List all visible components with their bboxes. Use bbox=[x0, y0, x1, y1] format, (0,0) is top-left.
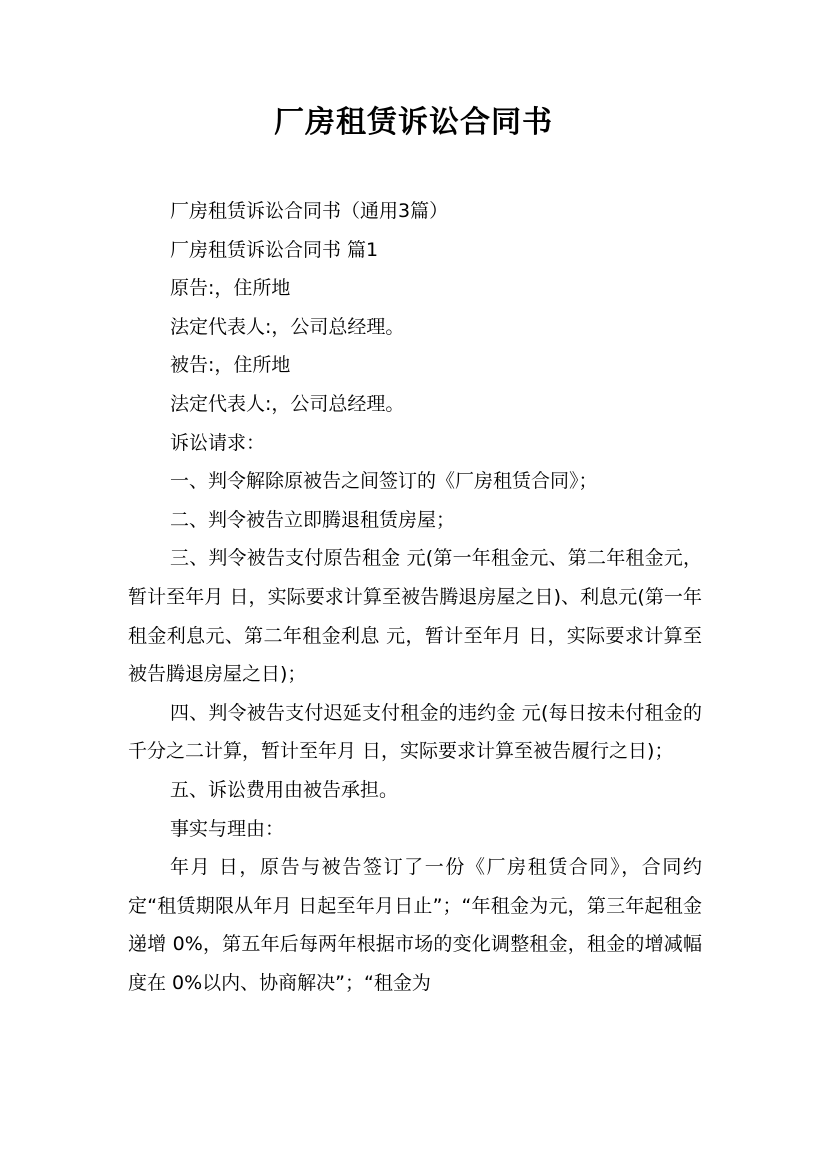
paragraph-12: 五、诉讼费用由被告承担。 bbox=[170, 778, 399, 801]
document-body bbox=[128, 192, 702, 1002]
paragraph-5: 被告:，住所地 bbox=[170, 354, 291, 377]
paragraph-7: 诉讼请求： bbox=[170, 431, 266, 454]
paragraph-9: 二、判令被告立即腾退租赁房屋； bbox=[170, 508, 456, 531]
paragraph-14: 年月 日，原告与被告签订了一份《厂房租赁合同》，合同约定“租赁期限从年月 日起至年月日止”；“年租金为元，第三年起租金递增 0%，第五年后每两年根据市场的变化调整租金，租金的增减幅度在 0%以内、协商解决”；“租金为 bbox=[128, 856, 702, 994]
paragraph-4: 法定代表人:，公司总经理。 bbox=[170, 315, 405, 338]
paragraph-8: 一、判令解除原被告之间签订的《厂房租赁合同》； bbox=[170, 470, 598, 493]
paragraph-13: 事实与理由： bbox=[170, 817, 285, 840]
document-title: 厂房租赁诉讼合同书 bbox=[274, 105, 553, 140]
paragraph-10: 三、判令被告支付原告租金 元(第一年租金元、第二年租金元，暂计至年月 日，实际要求计算至被告腾退房屋之日)、利息元(第一年租金利息元、第二年租金利息 元，暂计至年月 日，实际要求计算至被告腾退房屋之日)； bbox=[128, 547, 702, 686]
paragraph-11: 四、判令被告支付迟延支付租金的违约金 元(每日按未付租金的千分之二计算，暂计至年月 日，实际要求计算至被告履行之日)； bbox=[128, 701, 702, 763]
paragraph-6: 法定代表人:，公司总经理。 bbox=[170, 392, 405, 415]
paragraph-2: 厂房租赁诉讼合同书 篇1 bbox=[170, 238, 379, 261]
paragraph-1: 厂房租赁诉讼合同书（通用3篇） bbox=[170, 200, 449, 222]
paragraph-3: 原告:，住所地 bbox=[170, 277, 291, 300]
